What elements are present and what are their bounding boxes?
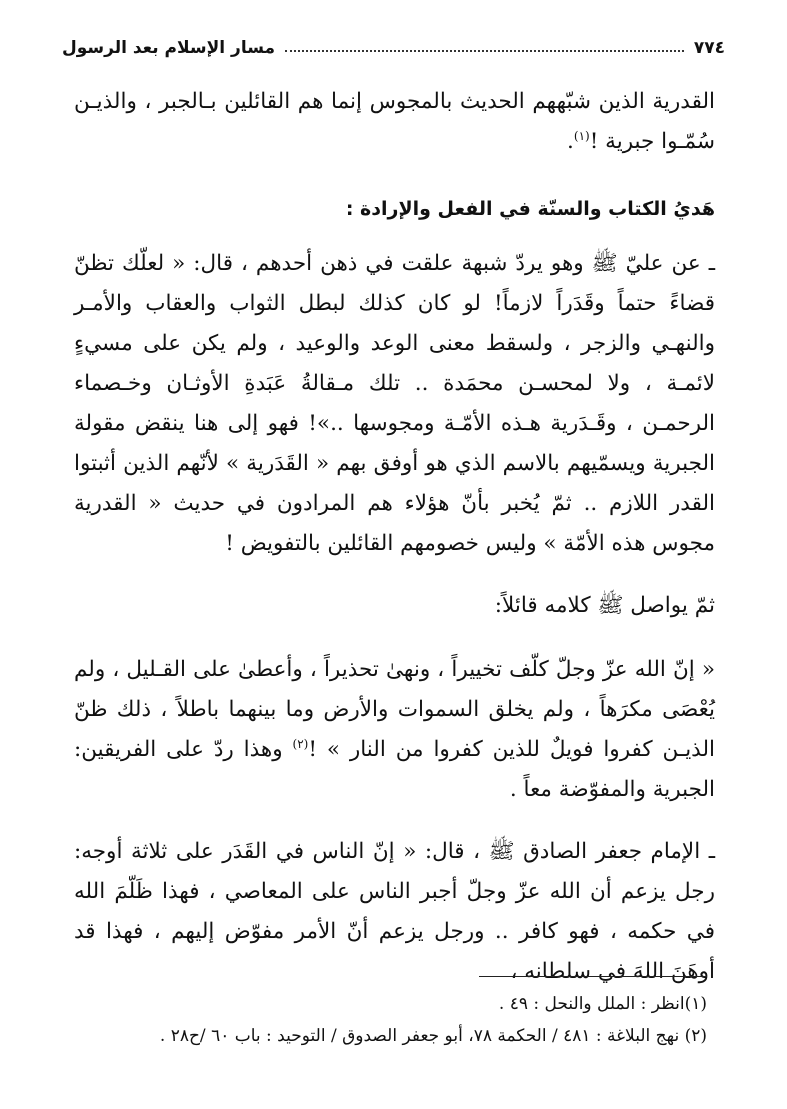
footnote-ref-2: (٢) (292, 736, 309, 751)
paragraph-continues: ثمّ يواصل ﷺ كلامه قائلاً: (494, 593, 715, 618)
footnote-2: (٢) نهج البلاغة : ٤٨١ / الحكمة ٧٨، أبو جعفر الصدوق / التوحيد : باب ٦٠ /ح٢٨ . (159, 1026, 707, 1046)
paragraph-quote-text: « إنّ الله عزّ وجلّ كلّف تخييراً ، ونهىٰ تحذيراً ، وأعطىٰ على القـليل ، ولم يُعْصَى مكرَهاً ، ولم يخلق السموات والأرض وما بينهما باطلاً ، ذلك ظنّ الذيـن كفروا فويلٌ للذين كفروا من النار » ! (74, 657, 715, 762)
footnote-1: (١)انظر : الملل والنحل : ٤٩ . (498, 994, 707, 1014)
page-number: ٧٧٤ (693, 38, 725, 58)
main-text (74, 82, 715, 992)
running-title: مسار الإسلام بعد الرسول (62, 38, 276, 58)
paragraph-quote-end: وهذا ردّ على الفريقين: الجبرية والمفوّضة معاً . (74, 737, 715, 802)
dotted-leader (285, 50, 684, 52)
footnote-divider (479, 976, 707, 977)
page-header (62, 30, 725, 58)
footnotes (74, 988, 707, 1052)
paragraph-sadiq: ـ الإمام جعفر الصادق ﷺ ، قال: « إنّ الناس في القَدَر على ثلاثة أوجه: رجل يزعم أن الله عزّ وجلّ أجبر الناس على المعاصي ، فهذا ظَلّمَ الله في حكمه ، فهو كافر .. ورجل يزعم أنّ الأمر مفوّض إليهم ، فهذا قد أوهَنَ اللهَ في سلطانه ، (74, 839, 715, 984)
section-heading: هَديُ الكتاب والسنّة في الفعل والإرادة : (345, 198, 715, 220)
paragraph-quote (74, 650, 715, 810)
paragraph-ali: ـ عن عليّ ﷺ وهو يردّ شبهة علقت في ذهن أحدهم ، قال: « لعلّك تظنّ قضاءً حتماً وقَدَراً لازماً! لو كان كذلك لبطل الثواب والعقاب والأمـر والنهـي والزجر ، ولسقط معنى الوعد والوعيد ، ولم يكن على مسيءٍ لائمـة ، ولا لمحسـن محمَدة .. تلك مـقالةُ عَبَدةِ الأوثـان وخـصماء الرحمـن ، وقَـدَرية هـذه الأمّـة ومجوسها ..»! فهو إلى هنا ينقض مقولة الجبرية ويسمّيهم بالاسم الذي هو أوفق بهم « القَدَرية » لأنّهم الذين أثبتوا القدر اللازم .. ثمّ يُخبر بأنّ هؤلاء هم المرادون في حديث « القدرية مجوس هذه الأمّة » وليس خصومهم القائلين بالتفويض ! (74, 251, 715, 556)
footnote-ref-1: (١) (573, 128, 590, 143)
paragraph-intro-end: . (567, 129, 574, 154)
paragraph-intro (74, 82, 715, 162)
paragraph-intro-text: القدرية الذين شبّههم الحديث بالمجوس إنما هم القائلين بـالجبر ، والذيـن سُمّـوا جبرية ! (74, 89, 715, 154)
